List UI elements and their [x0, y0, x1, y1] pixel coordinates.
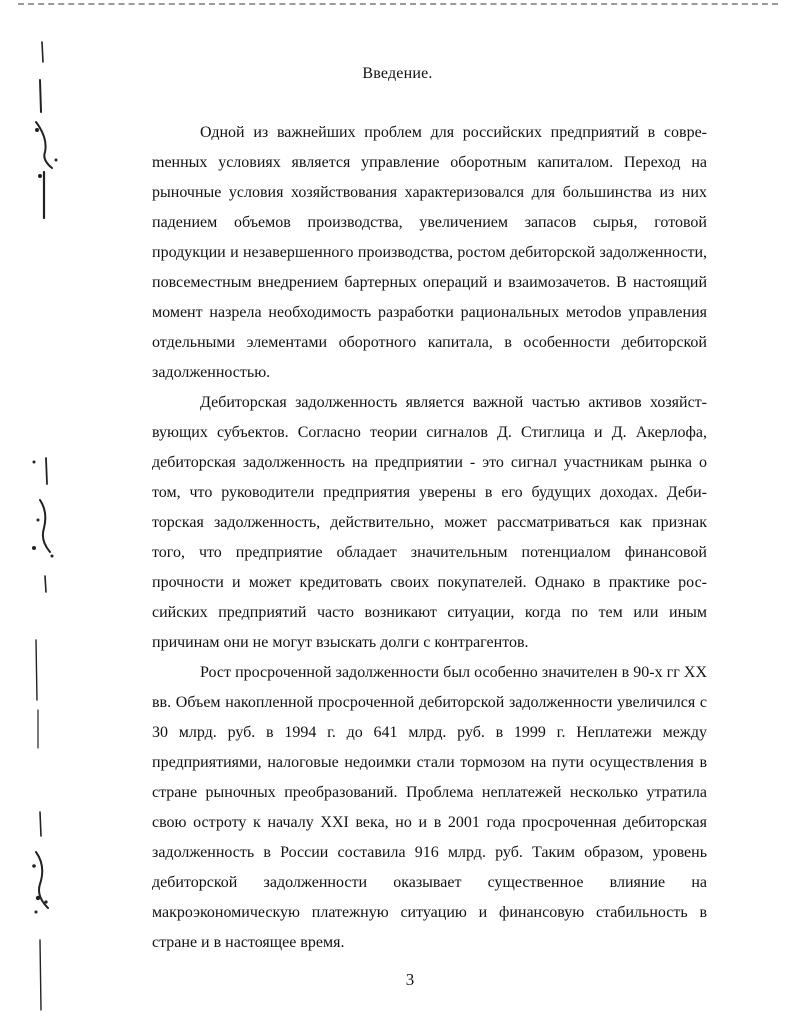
paragraph-3: Рост просроченной задолженности был особенно значителен в 90-х гг XX вв. Объем накопленной просроченной дебиторской задолженности увеличился с 30 млрд. руб. в 1994 г. до 641 млрд. руб. в 1999 г. Неплатежи между предприятиями, налоговые недоимки стали тормозом на пути осуществления в стране рыночных преобразований. Проблема неплатежей несколько утратила свою остроту к началу XXI века, но и в 2001 года просроченная дебиторская задолженность в России составила 916 млрд. руб. Таким образом, уровень дебиторской задолженности оказывает существенное влияние на макроэкономическую платежную ситуацию и финансовую стабильность в стране и в настоящее время.	[152, 664, 707, 951]
page-number: 3	[405, 970, 415, 989]
binding-marks	[0, 0, 80, 1026]
paragraph-2: Дебиторская задолженность является важной частью активов хозяйствующих субъектов. Согласно теории сигналов Д. Стиглица и Д. Акерлофа, дебиторская задолженность на предприятии - это сигнал участникам рынка о том, что руководители предприятия уверены в его будущих доходах. Дебиторская задолженность, действительно, может рассматриваться как признак того, что предприятие обладает значительным потенциалом финансовой прочности и может кредитовать своих покупателей. Однако в практике российских предприятий часто возникают ситуации, когда по тем или иным причинам они не могут взыскать долги с контрагентов.	[152, 394, 707, 651]
scan-top-edge	[18, 3, 778, 5]
document-title: Введение.	[362, 65, 433, 82]
document-body	[152, 118, 707, 958]
paragraph-1: Одной из важнейших проблем для российских предприятий в совреmенных условиях является управление оборотным капиталом. Переход на рыночные условия хозяйствования характеризовался для большинства из них падением объемов производства, увеличением запасов сырья, готовой продукции и незавершенного производства, ростом дебиторской задолженности, повсеместным внедрением бартерных операций и взаимозачетов. В настоящий момент назрела необходимость разработки рациональных метоdов управления отдельными элементами оборотного капитала, в особенности дебиторской задолженностью.	[152, 124, 707, 381]
